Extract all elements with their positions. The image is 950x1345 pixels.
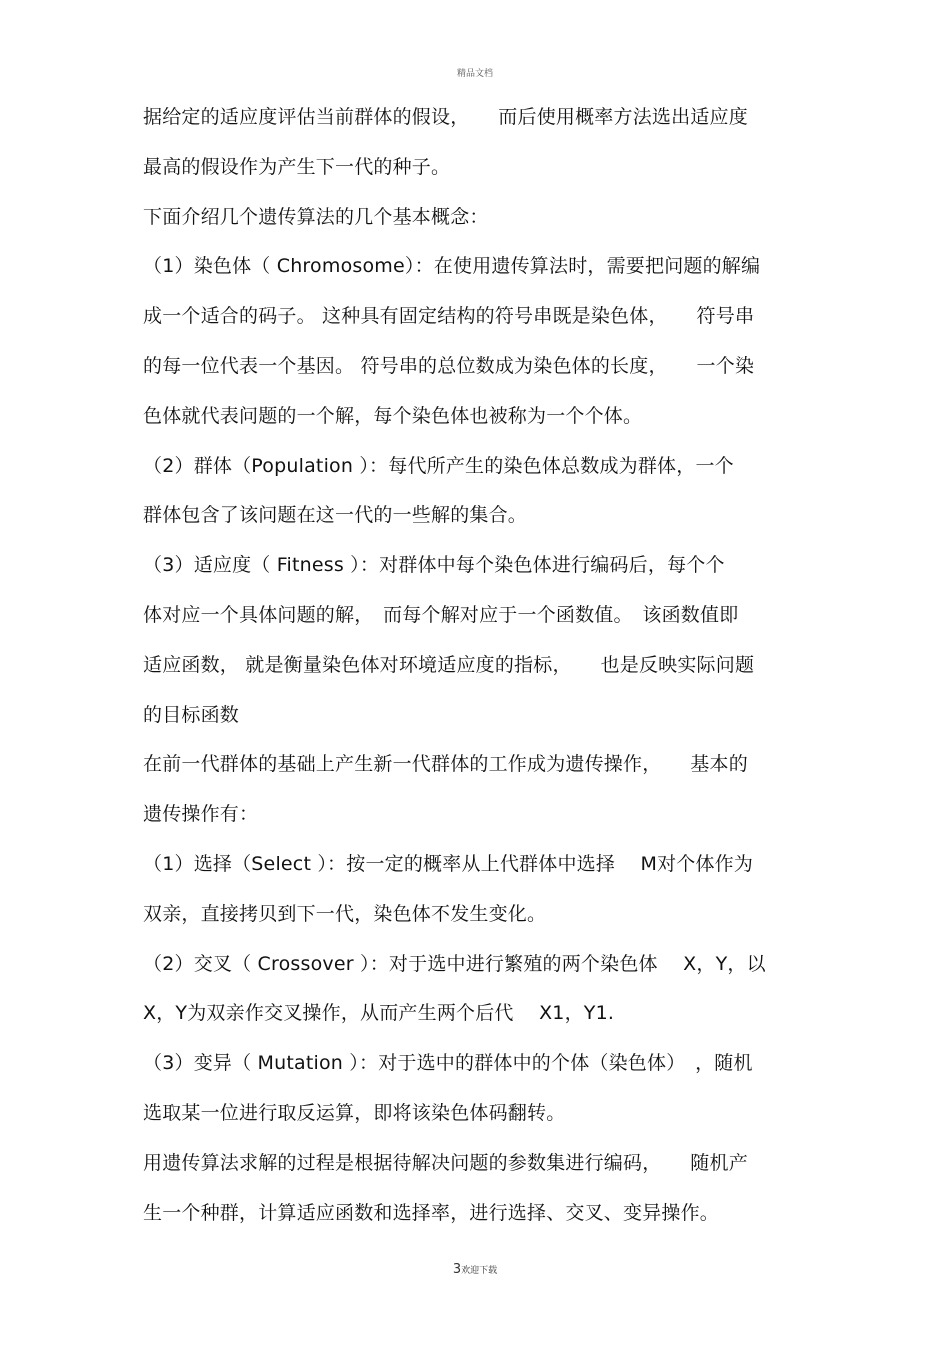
text-line: 的目标函数: [143, 703, 240, 726]
text-line: 适应函数， 就是衡量染色体对环境适应度的指标， 也是反映实际问题: [143, 653, 755, 676]
page-header: 精品文档: [456, 69, 493, 79]
document-body: [143, 99, 808, 1244]
text-line: （1）染色体（ Chromosome）：在使用遗传算法时，需要把问题的解编: [143, 255, 761, 278]
text-line: X，Y为双亲作交叉操作，从而产生两个后代 X1，Y1.: [143, 1002, 615, 1025]
text-line: （3）变异（ Mutation ）：对于选中的群体中的个体（染色体） ，随机: [143, 1052, 753, 1075]
text-line: 体对应一个具体问题的解， 而每个解对应于一个函数值。 该函数值即: [143, 603, 739, 626]
text-line: 遗传操作有：: [143, 803, 259, 826]
text-line: （2）群体（Population ）：每代所产生的染色体总数成为群体，一个: [143, 454, 734, 477]
text-line: （2）交叉（ Crossover ）：对于选中进行繁殖的两个染色体 X，Y，以: [143, 952, 766, 975]
text-line: 最高的假设作为产生下一代的种子。: [143, 155, 451, 178]
text-line: 色体就代表问题的一个解，每个染色体也被称为一个个体。: [143, 404, 643, 427]
text-line: 的每一位代表一个基因。 符号串的总位数成为染色体的长度， 一个染: [143, 354, 755, 377]
text-line: 生一个种群，计算适应函数和选择率，进行选择、交叉、变异操作。: [143, 1201, 720, 1224]
page-footer: [0, 1262, 950, 1277]
text-line: 用遗传算法求解的过程是根据待解决问题的参数集进行编码， 随机产: [143, 1151, 748, 1174]
text-line: 群体包含了该问题在这一代的一些解的集合。: [143, 504, 528, 527]
text-line: （3）适应度（ Fitness ）：对群体中每个染色体进行编码后，每个个: [143, 554, 725, 577]
text-line: 成一个适合的码子。 这种具有固定结构的符号串既是染色体， 符号串: [143, 305, 755, 328]
page-number: 3: [452, 1262, 462, 1277]
text-line: 下面介绍几个遗传算法的几个基本概念：: [143, 205, 489, 228]
text-line: 在前一代群体的基础上产生新一代群体的工作成为遗传操作， 基本的: [143, 753, 748, 776]
text-line: （1）选择（Select ）：按一定的概率从上代群体中选择 M对个体作为: [143, 852, 754, 875]
text-line: 据给定的适应度评估当前群体的假设， 而后使用概率方法选出适应度: [143, 106, 748, 128]
footer-text: 欢迎下载: [461, 1266, 498, 1276]
text-line: 双亲，直接拷贝到下一代，染色体不发生变化。: [143, 902, 547, 925]
text-line: 选取某一位进行取反运算，即将该染色体码翻转。: [143, 1101, 566, 1124]
